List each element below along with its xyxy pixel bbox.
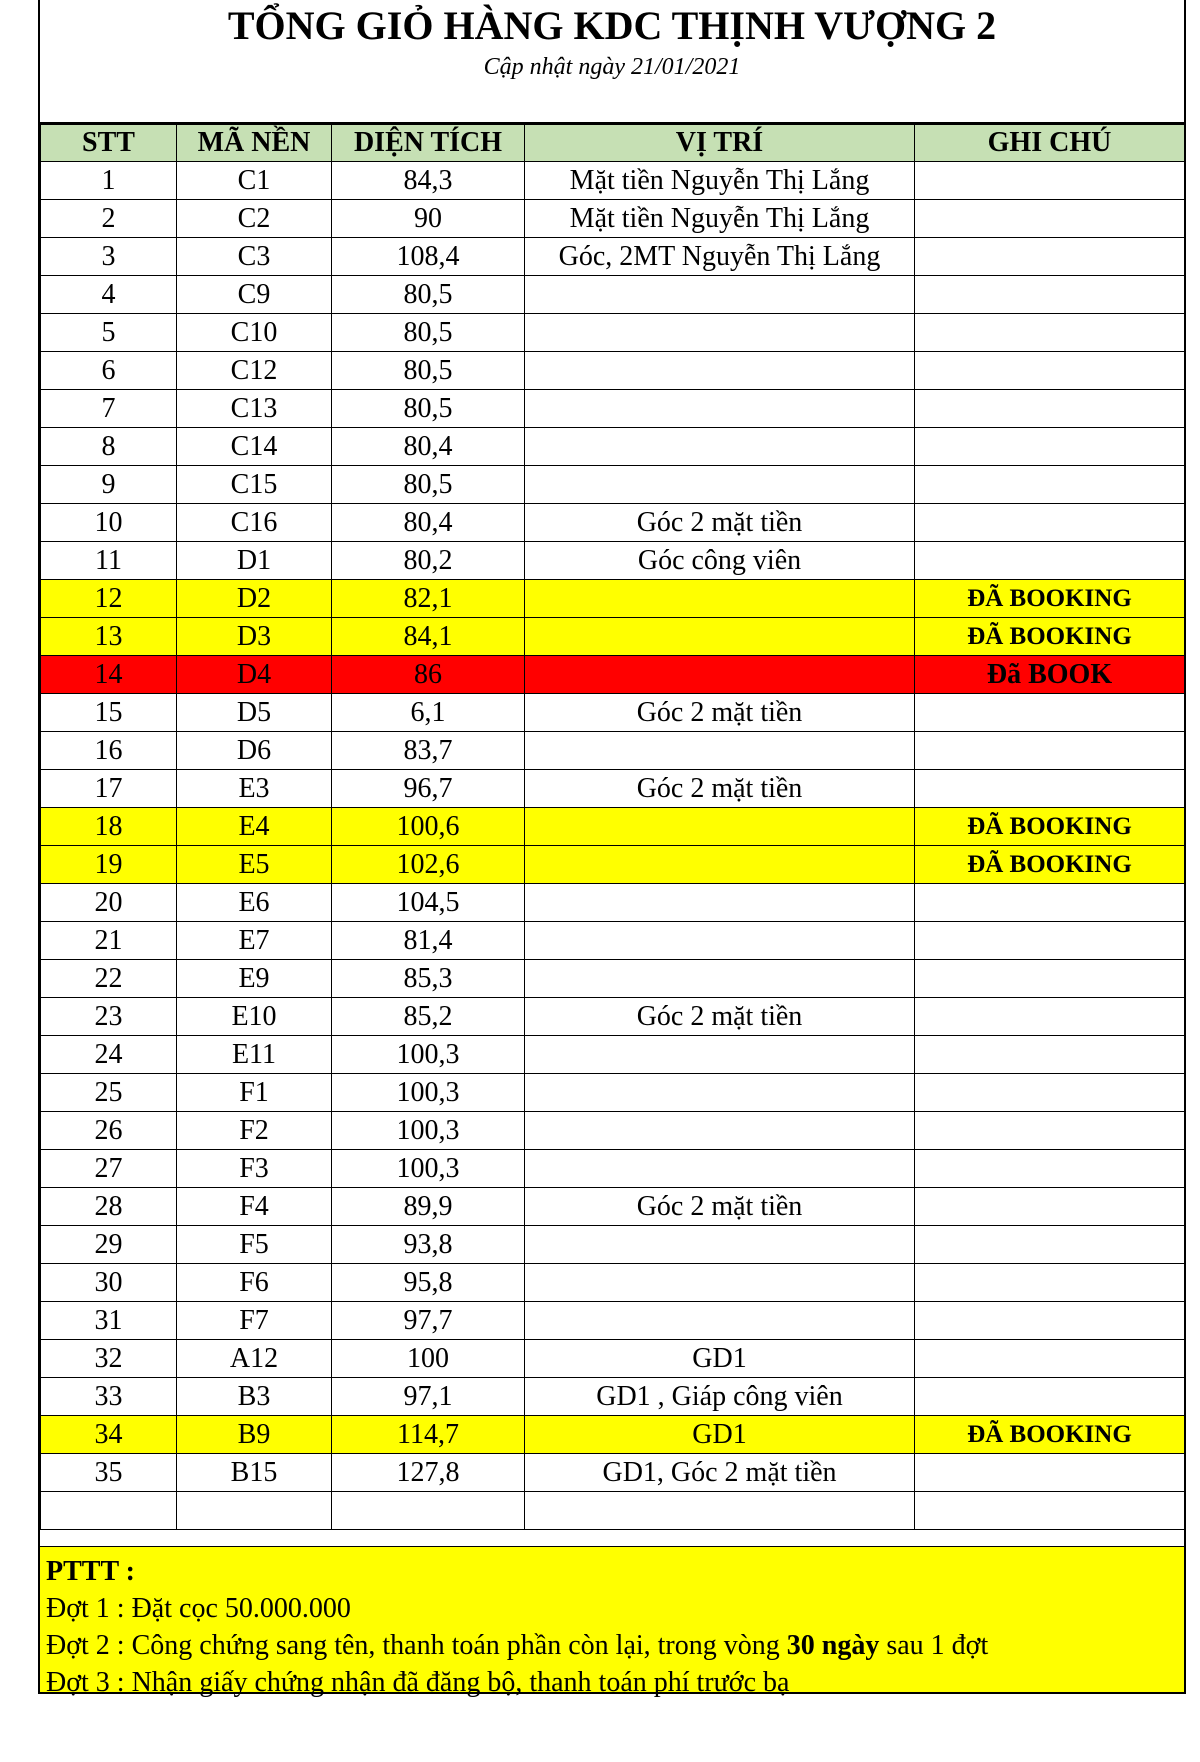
- cell-dien-tich: 97,7: [332, 1302, 525, 1340]
- cell-vi-tri: Góc 2 mặt tiền: [525, 504, 915, 542]
- cell-ma-nen: D5: [177, 694, 332, 732]
- cell-dien-tich: 114,7: [332, 1416, 525, 1454]
- payment-stage-2-deadline: 30 ngày: [786, 1630, 880, 1661]
- header-ma-nen: MÃ NỀN: [177, 125, 332, 162]
- cell-ma-nen: C3: [177, 238, 332, 276]
- table-row: [41, 466, 1185, 504]
- cell-stt: 11: [41, 542, 177, 580]
- cell-ma-nen: C16: [177, 504, 332, 542]
- cell-dien-tich: 95,8: [332, 1264, 525, 1302]
- payment-stage-2-tail: sau 1 đợt: [879, 1630, 989, 1661]
- table-row: [41, 1340, 1185, 1378]
- cell-stt: 5: [41, 314, 177, 352]
- cell-dien-tich: 127,8: [332, 1454, 525, 1492]
- cell-ghi-chu: [915, 1226, 1185, 1264]
- cell-dien-tich: 90: [332, 200, 525, 238]
- cell-ma-nen: B3: [177, 1378, 332, 1416]
- cell-dien-tich: 96,7: [332, 770, 525, 808]
- cell-dien-tich: 80,5: [332, 352, 525, 390]
- inventory-table: [40, 124, 1185, 1530]
- cell-dien-tich: 80,5: [332, 390, 525, 428]
- cell-ma-nen: D2: [177, 580, 332, 618]
- cell-stt: 16: [41, 732, 177, 770]
- table-row: [41, 884, 1185, 922]
- cell-ma-nen: E7: [177, 922, 332, 960]
- cell-vi-tri: [525, 352, 915, 390]
- cell-stt: 31: [41, 1302, 177, 1340]
- cell-stt: 19: [41, 846, 177, 884]
- cell-ghi-chu: [915, 276, 1185, 314]
- table-row: [41, 162, 1185, 200]
- cell-dien-tich: 83,7: [332, 732, 525, 770]
- page-title: TỔNG GIỎ HÀNG KDC THỊNH VƯỢNG 2: [227, 3, 997, 48]
- cell-ghi-chu: [915, 694, 1185, 732]
- cell-ma-nen: D1: [177, 542, 332, 580]
- cell-ghi-chu: [915, 1340, 1185, 1378]
- cell-vi-tri: [525, 960, 915, 998]
- table-row: [41, 352, 1185, 390]
- cell-ma-nen: F6: [177, 1264, 332, 1302]
- cell-dien-tich: 80,4: [332, 504, 525, 542]
- header-vi-tri: VỊ TRÍ: [525, 125, 915, 162]
- cell-dien-tich: 100,3: [332, 1112, 525, 1150]
- table-row: [41, 846, 1185, 884]
- header-stt: STT: [41, 125, 177, 162]
- cell-stt: 26: [41, 1112, 177, 1150]
- cell-ma-nen: F5: [177, 1226, 332, 1264]
- cell-stt: 25: [41, 1074, 177, 1112]
- cell-dien-tich: 86: [332, 656, 525, 694]
- table-row: [41, 238, 1185, 276]
- cell-stt: 24: [41, 1036, 177, 1074]
- cell-ma-nen: D6: [177, 732, 332, 770]
- payment-heading: PTTT :: [46, 1556, 135, 1587]
- cell-dien-tich: 102,6: [332, 846, 525, 884]
- cell-stt: 17: [41, 770, 177, 808]
- cell-ma-nen: C12: [177, 352, 332, 390]
- table-row: [41, 618, 1185, 656]
- cell-dien-tich: 89,9: [332, 1188, 525, 1226]
- cell-ma-nen: [177, 1492, 332, 1530]
- table-row: [41, 1074, 1185, 1112]
- cell-vi-tri: [525, 732, 915, 770]
- cell-stt: 20: [41, 884, 177, 922]
- cell-dien-tich: 84,1: [332, 618, 525, 656]
- cell-dien-tich: 80,5: [332, 466, 525, 504]
- cell-vi-tri: [525, 428, 915, 466]
- cell-dien-tich: 6,1: [332, 694, 525, 732]
- cell-ghi-chu: [915, 390, 1185, 428]
- cell-stt: 27: [41, 1150, 177, 1188]
- cell-vi-tri: [525, 276, 915, 314]
- cell-ghi-chu: [915, 1302, 1185, 1340]
- cell-vi-tri: [525, 1226, 915, 1264]
- table-row: [41, 1150, 1185, 1188]
- table-row: [41, 694, 1185, 732]
- cell-vi-tri: [525, 1492, 915, 1530]
- cell-vi-tri: Góc 2 mặt tiền: [525, 694, 915, 732]
- cell-dien-tich: 93,8: [332, 1226, 525, 1264]
- cell-ghi-chu: ĐÃ BOOKING: [915, 846, 1185, 884]
- cell-ma-nen: B15: [177, 1454, 332, 1492]
- cell-ma-nen: E11: [177, 1036, 332, 1074]
- cell-vi-tri: [525, 1302, 915, 1340]
- cell-ma-nen: C2: [177, 200, 332, 238]
- table-row: [41, 998, 1185, 1036]
- cell-ghi-chu: [915, 1188, 1185, 1226]
- cell-stt: [41, 1492, 177, 1530]
- cell-ghi-chu: [915, 1264, 1185, 1302]
- cell-vi-tri: [525, 1112, 915, 1150]
- cell-ma-nen: C13: [177, 390, 332, 428]
- cell-ma-nen: C14: [177, 428, 332, 466]
- cell-dien-tich: 80,5: [332, 314, 525, 352]
- cell-stt: 21: [41, 922, 177, 960]
- cell-ma-nen: C9: [177, 276, 332, 314]
- cell-vi-tri: Góc 2 mặt tiền: [525, 998, 915, 1036]
- cell-stt: 3: [41, 238, 177, 276]
- table-row: [41, 732, 1185, 770]
- cell-ma-nen: E10: [177, 998, 332, 1036]
- cell-vi-tri: [525, 1150, 915, 1188]
- payment-stage-1: Đợt 1 : Đặt cọc 50.000.000: [46, 1593, 351, 1624]
- cell-vi-tri: [525, 466, 915, 504]
- cell-vi-tri: GD1 , Giáp công viên: [525, 1378, 915, 1416]
- cell-stt: 7: [41, 390, 177, 428]
- payment-stage-2: [46, 1627, 1184, 1664]
- cell-ghi-chu: [915, 1150, 1185, 1188]
- cell-ghi-chu: [915, 732, 1185, 770]
- cell-vi-tri: Góc công viên: [525, 542, 915, 580]
- cell-ma-nen: A12: [177, 1340, 332, 1378]
- cell-dien-tich: 85,2: [332, 998, 525, 1036]
- cell-ma-nen: D4: [177, 656, 332, 694]
- cell-vi-tri: [525, 618, 915, 656]
- table-row: [41, 390, 1185, 428]
- cell-vi-tri: [525, 580, 915, 618]
- cell-vi-tri: [525, 1074, 915, 1112]
- cell-stt: 14: [41, 656, 177, 694]
- cell-vi-tri: [525, 1036, 915, 1074]
- cell-stt: 15: [41, 694, 177, 732]
- table-row: [41, 1264, 1185, 1302]
- table-row: [41, 1492, 1185, 1530]
- cell-ghi-chu: [915, 922, 1185, 960]
- cell-ghi-chu: [915, 770, 1185, 808]
- cell-ghi-chu: ĐÃ BOOKING: [915, 1416, 1185, 1454]
- cell-stt: 33: [41, 1378, 177, 1416]
- cell-ghi-chu: [915, 1492, 1185, 1530]
- table-row: [41, 580, 1185, 618]
- cell-vi-tri: [525, 390, 915, 428]
- title-block: [40, 0, 1184, 124]
- cell-vi-tri: GD1: [525, 1340, 915, 1378]
- cell-dien-tich: 81,4: [332, 922, 525, 960]
- table-row: [41, 542, 1185, 580]
- cell-ma-nen: B9: [177, 1416, 332, 1454]
- cell-stt: 28: [41, 1188, 177, 1226]
- cell-ghi-chu: [915, 238, 1185, 276]
- update-date: Cập nhật ngày 21/01/2021: [483, 54, 741, 80]
- table-header-row: [41, 125, 1185, 162]
- cell-ghi-chu: ĐÃ BOOKING: [915, 808, 1185, 846]
- cell-vi-tri: [525, 884, 915, 922]
- table-row: [41, 1036, 1185, 1074]
- cell-dien-tich: 100,3: [332, 1150, 525, 1188]
- cell-vi-tri: [525, 808, 915, 846]
- cell-ghi-chu: [915, 998, 1185, 1036]
- table-row: [41, 428, 1185, 466]
- cell-dien-tich: 82,1: [332, 580, 525, 618]
- cell-stt: 32: [41, 1340, 177, 1378]
- cell-ghi-chu: [915, 1454, 1185, 1492]
- table-row: [41, 922, 1185, 960]
- cell-vi-tri: Góc, 2MT Nguyễn Thị Lắng: [525, 238, 915, 276]
- table-row: [41, 1416, 1185, 1454]
- cell-ma-nen: D3: [177, 618, 332, 656]
- cell-vi-tri: GD1, Góc 2 mặt tiền: [525, 1454, 915, 1492]
- cell-ma-nen: E5: [177, 846, 332, 884]
- header-dien-tich: DIỆN TÍCH: [332, 125, 525, 162]
- cell-stt: 8: [41, 428, 177, 466]
- cell-dien-tich: 85,3: [332, 960, 525, 998]
- payment-stage-2-text: Đợt 2 : Công chứng sang tên, thanh toán phần còn lại, trong vòng: [46, 1630, 787, 1661]
- cell-ma-nen: F2: [177, 1112, 332, 1150]
- cell-vi-tri: [525, 922, 915, 960]
- cell-dien-tich: 80,4: [332, 428, 525, 466]
- payment-stage-3: Đợt 3 : Nhận giấy chứng nhận đã đăng bộ, thanh toán phí trước bạ: [46, 1667, 790, 1698]
- inventory-sheet: [38, 0, 1186, 1698]
- table-row: [41, 1226, 1185, 1264]
- cell-dien-tich: 108,4: [332, 238, 525, 276]
- cell-ghi-chu: [915, 314, 1185, 352]
- cell-ma-nen: E4: [177, 808, 332, 846]
- cell-dien-tich: 100,3: [332, 1036, 525, 1074]
- table-row: [41, 314, 1185, 352]
- cell-stt: 1: [41, 162, 177, 200]
- cell-ma-nen: C10: [177, 314, 332, 352]
- cell-ghi-chu: [915, 884, 1185, 922]
- cell-stt: 29: [41, 1226, 177, 1264]
- cell-vi-tri: Góc 2 mặt tiền: [525, 1188, 915, 1226]
- cell-dien-tich: 100,6: [332, 808, 525, 846]
- table-row: [41, 960, 1185, 998]
- cell-ma-nen: E9: [177, 960, 332, 998]
- cell-vi-tri: Góc 2 mặt tiền: [525, 770, 915, 808]
- cell-ma-nen: E6: [177, 884, 332, 922]
- cell-dien-tich: 100: [332, 1340, 525, 1378]
- cell-ghi-chu: [915, 162, 1185, 200]
- cell-vi-tri: [525, 1264, 915, 1302]
- cell-stt: 18: [41, 808, 177, 846]
- cell-stt: 23: [41, 998, 177, 1036]
- cell-stt: 13: [41, 618, 177, 656]
- cell-stt: 9: [41, 466, 177, 504]
- cell-dien-tich: 97,1: [332, 1378, 525, 1416]
- table-row: [41, 504, 1185, 542]
- cell-ghi-chu: [915, 352, 1185, 390]
- cell-ma-nen: E3: [177, 770, 332, 808]
- cell-dien-tich: [332, 1492, 525, 1530]
- cell-ghi-chu: [915, 1036, 1185, 1074]
- cell-stt: 10: [41, 504, 177, 542]
- cell-stt: 12: [41, 580, 177, 618]
- cell-stt: 30: [41, 1264, 177, 1302]
- cell-ghi-chu: Đã BOOK: [915, 656, 1185, 694]
- table-row: [41, 1454, 1185, 1492]
- cell-vi-tri: [525, 846, 915, 884]
- cell-ghi-chu: [915, 466, 1185, 504]
- cell-stt: 4: [41, 276, 177, 314]
- cell-ma-nen: C15: [177, 466, 332, 504]
- cell-ghi-chu: [915, 960, 1185, 998]
- cell-vi-tri: [525, 314, 915, 352]
- cell-dien-tich: 104,5: [332, 884, 525, 922]
- cell-dien-tich: 80,2: [332, 542, 525, 580]
- table-row: [41, 200, 1185, 238]
- table-body: [41, 162, 1185, 1530]
- cell-ma-nen: F3: [177, 1150, 332, 1188]
- cell-stt: 34: [41, 1416, 177, 1454]
- cell-ghi-chu: ĐÃ BOOKING: [915, 580, 1185, 618]
- cell-stt: 6: [41, 352, 177, 390]
- payment-terms: [40, 1546, 1184, 1698]
- table-row: [41, 1302, 1185, 1340]
- cell-ghi-chu: [915, 1074, 1185, 1112]
- cell-ma-nen: C1: [177, 162, 332, 200]
- cell-ghi-chu: [915, 504, 1185, 542]
- cell-dien-tich: 84,3: [332, 162, 525, 200]
- cell-stt: 2: [41, 200, 177, 238]
- cell-ghi-chu: ĐÃ BOOKING: [915, 618, 1185, 656]
- cell-ghi-chu: [915, 542, 1185, 580]
- cell-stt: 35: [41, 1454, 177, 1492]
- table-row: [41, 1112, 1185, 1150]
- cell-ghi-chu: [915, 1112, 1185, 1150]
- table-row: [41, 656, 1185, 694]
- cell-vi-tri: Mặt tiền Nguyễn Thị Lắng: [525, 162, 915, 200]
- cell-dien-tich: 100,3: [332, 1074, 525, 1112]
- table-row: [41, 276, 1185, 314]
- cell-stt: 22: [41, 960, 177, 998]
- cell-ma-nen: F4: [177, 1188, 332, 1226]
- cell-ghi-chu: [915, 428, 1185, 466]
- cell-vi-tri: GD1: [525, 1416, 915, 1454]
- cell-ma-nen: F1: [177, 1074, 332, 1112]
- table-row: [41, 1378, 1185, 1416]
- table-row: [41, 1188, 1185, 1226]
- header-ghi-chu: GHI CHÚ: [915, 125, 1185, 162]
- cell-ghi-chu: [915, 1378, 1185, 1416]
- cell-ghi-chu: [915, 200, 1185, 238]
- cell-vi-tri: [525, 656, 915, 694]
- table-row: [41, 770, 1185, 808]
- cell-dien-tich: 80,5: [332, 276, 525, 314]
- cell-vi-tri: Mặt tiền Nguyễn Thị Lắng: [525, 200, 915, 238]
- cell-ma-nen: F7: [177, 1302, 332, 1340]
- table-row: [41, 808, 1185, 846]
